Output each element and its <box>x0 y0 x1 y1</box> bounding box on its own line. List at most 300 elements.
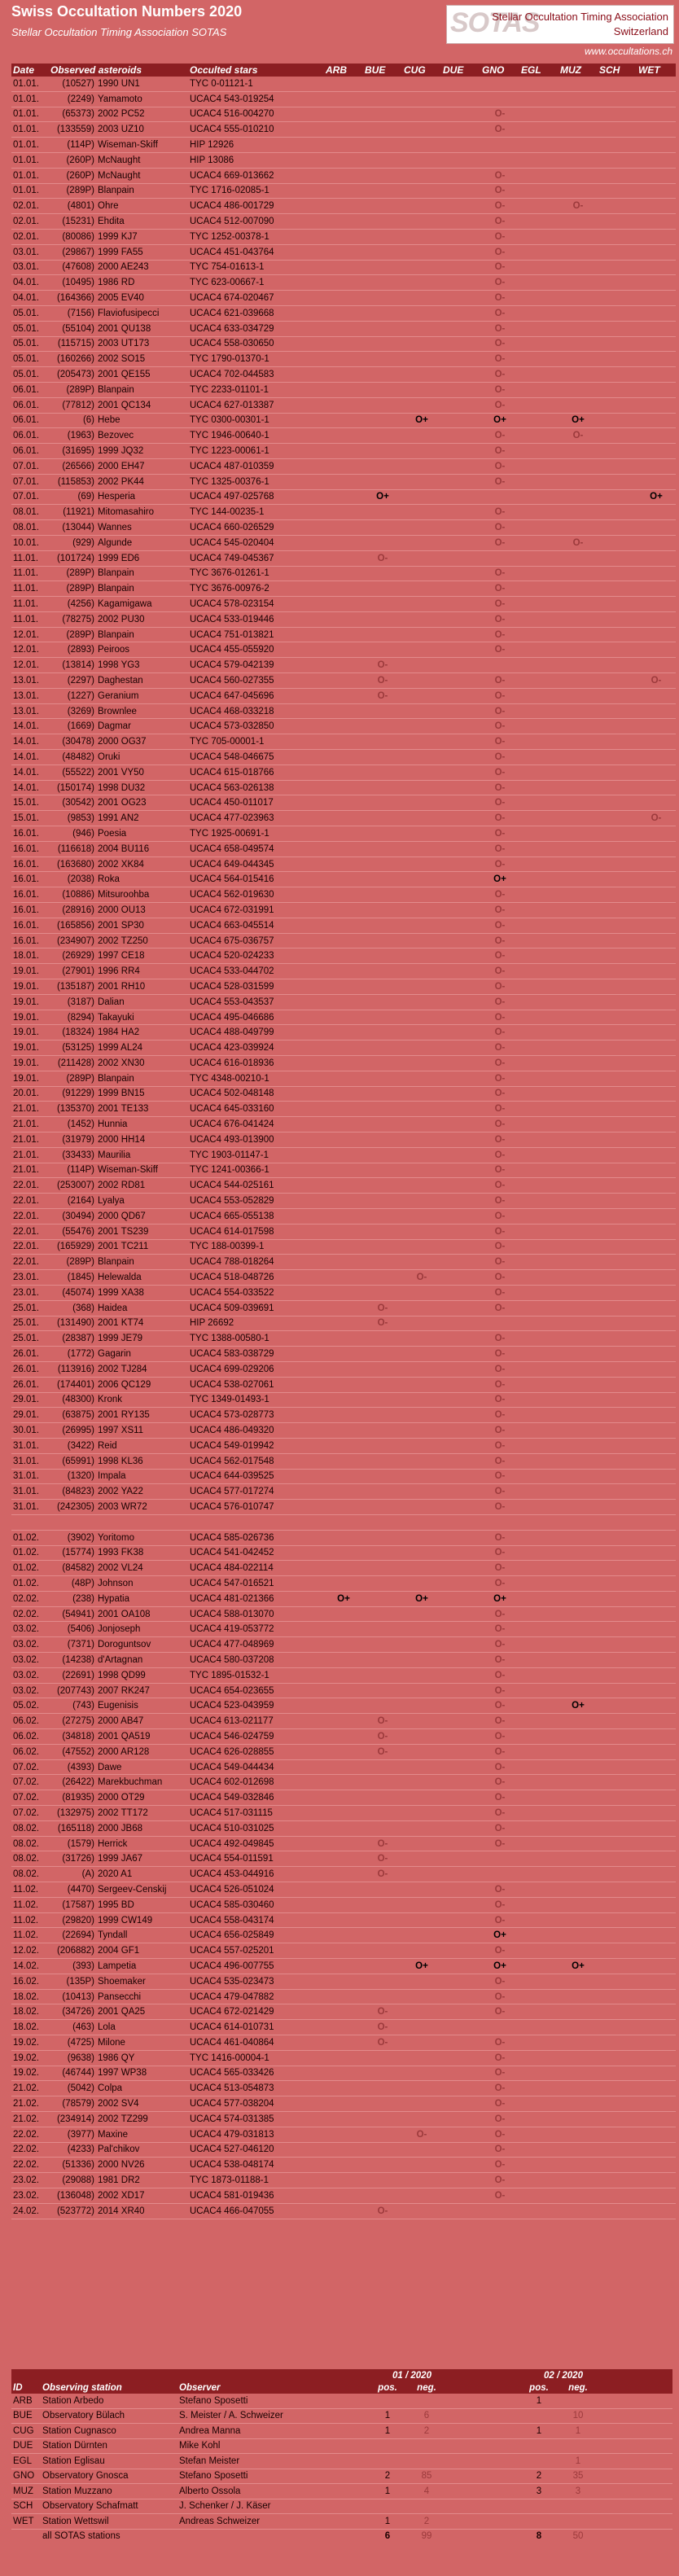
cell-sch <box>598 550 637 566</box>
cell-gno: O+ <box>480 1959 519 1974</box>
cell-arb <box>324 627 363 642</box>
cell-egl <box>519 214 559 230</box>
cell-cug <box>402 841 441 856</box>
website-link[interactable]: www.occultations.ch <box>584 46 672 57</box>
cell-wet <box>637 1698 676 1714</box>
cell-asteroid-number: (81935) <box>49 1790 96 1806</box>
stats-m1-neg: 2 <box>402 2424 451 2439</box>
cell-asteroid-number: (34726) <box>49 2004 96 2020</box>
cell-asteroid-name: 1997 XS11 <box>96 1423 188 1439</box>
cell-due <box>441 244 480 260</box>
cell-due <box>441 1530 480 1545</box>
cell-asteroid-name: 2001 QU138 <box>96 321 188 336</box>
cell-bue <box>363 795 402 811</box>
cell-arb <box>324 550 363 566</box>
stats-id: DUE <box>11 2438 41 2454</box>
cell-due <box>441 1790 480 1806</box>
cell-star: TYC 1903-01147-1 <box>188 1147 324 1163</box>
cell-date: 03.02. <box>11 1653 49 1668</box>
cell-due <box>441 566 480 581</box>
cell-sch <box>598 199 637 214</box>
cell-star: TYC 1946-00640-1 <box>188 428 324 444</box>
cell-arb <box>324 1484 363 1500</box>
cell-cug <box>402 1698 441 1714</box>
cell-asteroid-number: (30542) <box>49 795 96 811</box>
cell-date: 03.02. <box>11 1622 49 1637</box>
table-row <box>11 275 676 291</box>
stats-row <box>11 2394 672 2408</box>
cell-date: 22.01. <box>11 1239 49 1255</box>
cell-star: UCAC4 510-031025 <box>188 1820 324 1836</box>
cell-muz <box>559 382 598 397</box>
cell-bue <box>363 321 402 336</box>
cell-bue <box>363 1530 402 1545</box>
cell-due <box>441 1867 480 1882</box>
table-row <box>11 841 676 856</box>
cell-arb <box>324 2004 363 2020</box>
cell-cug <box>402 918 441 933</box>
cell-egl <box>519 520 559 536</box>
cell-asteroid-number: (48482) <box>49 750 96 765</box>
cell-gno: O- <box>480 1347 519 1362</box>
cell-due <box>441 550 480 566</box>
cell-sch <box>598 152 637 168</box>
cell-sch <box>598 1377 637 1392</box>
cell-bue <box>363 1453 402 1469</box>
cell-date: 22.02. <box>11 2158 49 2173</box>
cell-muz <box>559 1194 598 1209</box>
col-gno: GNO <box>480 64 519 77</box>
cell-asteroid-number: (7371) <box>49 1637 96 1653</box>
cell-gno: O- <box>480 244 519 260</box>
cell-cug <box>402 1622 441 1637</box>
cell-date: 08.01. <box>11 520 49 536</box>
cell-wet <box>637 199 676 214</box>
cell-gno: O- <box>480 948 519 964</box>
cell-muz <box>559 597 598 612</box>
cell-star: UCAC4 644-039525 <box>188 1469 324 1484</box>
table-row <box>11 1943 676 1959</box>
cell-gno: O- <box>480 979 519 995</box>
cell-asteroid-name: Daghestan <box>96 673 188 689</box>
cell-wet <box>637 474 676 489</box>
cell-asteroid-number: (115715) <box>49 336 96 352</box>
cell-wet <box>637 948 676 964</box>
cell-wet <box>637 520 676 536</box>
cell-arb <box>324 1637 363 1653</box>
cell-asteroid-name: Mitsuroohba <box>96 887 188 903</box>
cell-muz <box>559 1132 598 1147</box>
cell-bue <box>363 1912 402 1928</box>
cell-asteroid-number: (1452) <box>49 1117 96 1132</box>
cell-star: HIP 26692 <box>188 1316 324 1331</box>
cell-cug <box>402 1820 441 1836</box>
cell-asteroid-name: 2000 HH14 <box>96 1132 188 1147</box>
cell-wet <box>637 1056 676 1071</box>
cell-asteroid-name: Dawe <box>96 1759 188 1775</box>
cell-wet <box>637 1117 676 1132</box>
cell-due <box>441 1775 480 1790</box>
cell-egl <box>519 367 559 383</box>
cell-arb <box>324 1117 363 1132</box>
stats-observer: Andrea Manna <box>177 2424 373 2439</box>
cell-bue <box>363 367 402 383</box>
cell-asteroid-number: (31695) <box>49 444 96 459</box>
cell-muz <box>559 1300 598 1316</box>
cell-asteroid-name: 1996 RR4 <box>96 964 188 979</box>
cell-bue <box>363 1178 402 1194</box>
cell-wet <box>637 1729 676 1745</box>
cell-egl <box>519 780 559 795</box>
cell-bue <box>363 474 402 489</box>
cell-sch <box>598 1591 637 1606</box>
cell-bue <box>363 1698 402 1714</box>
table-row <box>11 1285 676 1300</box>
cell-asteroid-number: (114P) <box>49 138 96 153</box>
cell-asteroid-number: (132975) <box>49 1806 96 1821</box>
cell-arb <box>324 1040 363 1056</box>
cell-arb <box>324 1316 363 1331</box>
cell-asteroid-name: Hunnia <box>96 1117 188 1132</box>
cell-arb <box>324 1163 363 1178</box>
cell-star: UCAC4 583-038729 <box>188 1347 324 1362</box>
table-row <box>11 2066 676 2081</box>
table-row <box>11 2188 676 2203</box>
stats-m1-pos <box>373 2438 402 2454</box>
cell-wet <box>637 734 676 750</box>
cell-bue <box>363 505 402 520</box>
stats-rows <box>11 2394 672 2543</box>
cell-cug <box>402 1545 441 1561</box>
cell-gno <box>480 2203 519 2219</box>
cell-asteroid-number: (31726) <box>49 1851 96 1867</box>
cell-bue <box>363 1928 402 1943</box>
cell-asteroid-name: 2001 OA108 <box>96 1606 188 1622</box>
table-row <box>11 627 676 642</box>
cell-arb <box>324 764 363 780</box>
cell-wet <box>637 1867 676 1882</box>
cell-asteroid-name: Bezovec <box>96 428 188 444</box>
cell-gno: O- <box>480 1989 519 2004</box>
cell-star: UCAC4 577-038204 <box>188 2096 324 2112</box>
cell-wet <box>637 550 676 566</box>
cell-egl <box>519 122 559 138</box>
stats-row <box>11 2469 672 2484</box>
cell-sch <box>598 2081 637 2096</box>
cell-gno: O- <box>480 382 519 397</box>
cell-date: 14.02. <box>11 1959 49 1974</box>
table-row <box>11 1974 676 1989</box>
cell-asteroid-name: 2001 SP30 <box>96 918 188 933</box>
cell-wet <box>637 77 676 91</box>
cell-sch <box>598 1392 637 1408</box>
cell-wet <box>637 1820 676 1836</box>
cell-bue <box>363 1102 402 1117</box>
cell-star: TYC 1790-01370-1 <box>188 352 324 367</box>
cell-sch <box>598 1943 637 1959</box>
cell-sch <box>598 1500 637 1515</box>
cell-egl <box>519 2020 559 2035</box>
cell-arb <box>324 1759 363 1775</box>
cell-asteroid-name: Colpa <box>96 2081 188 2096</box>
cell-due <box>441 336 480 352</box>
cell-cug: O- <box>402 2127 441 2142</box>
cell-muz <box>559 1943 598 1959</box>
stats-m1-pos <box>373 2499 402 2514</box>
cell-cug <box>402 183 441 199</box>
cell-sch <box>598 520 637 536</box>
cell-date: 07.02. <box>11 1790 49 1806</box>
cell-bue <box>363 168 402 183</box>
cell-star: UCAC4 578-023154 <box>188 597 324 612</box>
cell-asteroid-name: 1984 HA2 <box>96 1025 188 1040</box>
cell-cug <box>402 658 441 673</box>
cell-cug <box>402 1040 441 1056</box>
stats-m2-neg: 1 <box>554 2424 602 2439</box>
table-row <box>11 138 676 153</box>
cell-egl <box>519 2066 559 2081</box>
cell-date: 06.01. <box>11 444 49 459</box>
cell-gno: O- <box>480 780 519 795</box>
cell-wet <box>637 2173 676 2188</box>
cell-muz <box>559 275 598 291</box>
cell-cug <box>402 642 441 658</box>
cell-asteroid-number: (45074) <box>49 1285 96 1300</box>
cell-egl <box>519 1239 559 1255</box>
cell-star: UCAC4 585-026736 <box>188 1530 324 1545</box>
cell-star: UCAC4 627-013387 <box>188 397 324 413</box>
cell-asteroid-name: 2002 PK44 <box>96 474 188 489</box>
cell-cug <box>402 703 441 719</box>
cell-cug <box>402 627 441 642</box>
cell-wet <box>637 305 676 321</box>
cell-egl <box>519 229 559 244</box>
cell-sch <box>598 719 637 734</box>
cell-wet <box>637 1806 676 1821</box>
cell-cug <box>402 1653 441 1668</box>
cell-due <box>441 979 480 995</box>
cell-date: 11.01. <box>11 611 49 627</box>
cell-date: 14.01. <box>11 734 49 750</box>
stats-observer: Mike Kohl <box>177 2438 373 2454</box>
cell-asteroid-number: (30478) <box>49 734 96 750</box>
cell-egl <box>519 1729 559 1745</box>
cell-bue <box>363 841 402 856</box>
cell-asteroid-number: (289P) <box>49 627 96 642</box>
cell-wet <box>637 1714 676 1729</box>
cell-bue: O- <box>363 550 402 566</box>
cell-sch <box>598 428 637 444</box>
cell-arb <box>324 1132 363 1147</box>
cell-gno: O- <box>480 2004 519 2020</box>
cell-muz <box>559 1255 598 1270</box>
table-row <box>11 811 676 826</box>
cell-bue <box>363 703 402 719</box>
table-row <box>11 1851 676 1867</box>
stats-m2-neg <box>554 2438 602 2454</box>
cell-due <box>441 321 480 336</box>
cell-cug <box>402 1974 441 1989</box>
cell-star: UCAC4 513-054873 <box>188 2081 324 2096</box>
cell-asteroid-name: McNaught <box>96 152 188 168</box>
col-wet: WET <box>637 64 676 77</box>
cell-bue <box>363 291 402 306</box>
cell-gno: O- <box>480 1377 519 1392</box>
cell-date: 03.02. <box>11 1683 49 1698</box>
cell-bue <box>363 1147 402 1163</box>
stats-row <box>11 2484 672 2499</box>
stats-id: MUZ <box>11 2484 41 2499</box>
cell-bue <box>363 305 402 321</box>
cell-bue <box>363 1056 402 1071</box>
cell-asteroid-number: (26929) <box>49 948 96 964</box>
cell-star: UCAC4 487-010359 <box>188 458 324 474</box>
cell-asteroid-number: (1772) <box>49 1347 96 1362</box>
cell-star: UCAC4 466-047055 <box>188 2203 324 2219</box>
cell-asteroid-name: Blanpain <box>96 627 188 642</box>
cell-sch <box>598 1056 637 1071</box>
cell-wet <box>637 1912 676 1928</box>
cell-egl <box>519 1698 559 1714</box>
cell-bue <box>363 199 402 214</box>
cell-due <box>441 2111 480 2127</box>
cell-asteroid-name: 1998 QD99 <box>96 1667 188 1683</box>
cell-egl <box>519 1423 559 1439</box>
cell-gno: O- <box>480 1912 519 1928</box>
cell-wet <box>637 597 676 612</box>
cell-due <box>441 826 480 842</box>
cell-due <box>441 1438 480 1453</box>
cell-arb <box>324 1285 363 1300</box>
cell-due <box>441 1010 480 1025</box>
cell-arb <box>324 734 363 750</box>
cell-bue <box>363 1423 402 1439</box>
cell-gno: O- <box>480 1071 519 1086</box>
cell-date: 05.01. <box>11 321 49 336</box>
cell-bue <box>363 138 402 153</box>
cell-sch <box>598 1163 637 1178</box>
cell-arb <box>324 2188 363 2203</box>
cell-date: 19.01. <box>11 964 49 979</box>
cell-muz <box>559 734 598 750</box>
cell-gno: O- <box>480 458 519 474</box>
cell-due <box>441 1820 480 1836</box>
cell-star: UCAC4 749-045367 <box>188 550 324 566</box>
cell-asteroid-name: 2001 QA25 <box>96 2004 188 2020</box>
cell-asteroid-number: (135P) <box>49 1974 96 1989</box>
cell-asteroid-number: (48P) <box>49 1576 96 1592</box>
cell-due <box>441 183 480 199</box>
cell-asteroid-number: (27901) <box>49 964 96 979</box>
cell-date: 05.02. <box>11 1698 49 1714</box>
table-row <box>11 764 676 780</box>
cell-asteroid-number: (946) <box>49 826 96 842</box>
cell-cug <box>402 1147 441 1163</box>
cell-gno: O- <box>480 2066 519 2081</box>
cell-egl <box>519 688 559 703</box>
cell-cug <box>402 1453 441 1469</box>
cell-cug <box>402 1484 441 1500</box>
cell-due <box>441 1285 480 1300</box>
cell-sch <box>598 2050 637 2066</box>
cell-cug <box>402 321 441 336</box>
cell-due <box>441 1561 480 1576</box>
cell-bue <box>363 918 402 933</box>
cell-date: 12.01. <box>11 627 49 642</box>
cell-asteroid-number: (207743) <box>49 1683 96 1698</box>
cell-bue <box>363 872 402 887</box>
cell-egl <box>519 1194 559 1209</box>
cell-sch <box>598 367 637 383</box>
cell-date: 21.01. <box>11 1102 49 1117</box>
cell-sch <box>598 887 637 903</box>
cell-cug <box>402 1163 441 1178</box>
cell-arb <box>324 1714 363 1729</box>
cell-sch <box>598 2203 637 2219</box>
cell-egl <box>519 1545 559 1561</box>
col-egl: EGL <box>519 64 559 77</box>
cell-bue <box>363 1667 402 1683</box>
cell-date: 16.01. <box>11 826 49 842</box>
cell-bue <box>363 1208 402 1224</box>
cell-bue <box>363 413 402 428</box>
cell-star: UCAC4 616-018936 <box>188 1056 324 1071</box>
cell-star: UCAC4 544-025161 <box>188 1178 324 1194</box>
cell-cug <box>402 535 441 550</box>
cell-asteroid-number: (135370) <box>49 1102 96 1117</box>
cell-cug <box>402 199 441 214</box>
cell-cug <box>402 1239 441 1255</box>
cell-cug <box>402 764 441 780</box>
cell-wet <box>637 1591 676 1606</box>
cell-gno <box>480 658 519 673</box>
table-row <box>11 107 676 122</box>
cell-due <box>441 673 480 689</box>
table-row <box>11 260 676 275</box>
stats-header-row-2 <box>11 2381 672 2394</box>
stats-col-station: Observing station <box>41 2381 177 2394</box>
cell-star: UCAC4 621-039668 <box>188 305 324 321</box>
cell-egl <box>519 734 559 750</box>
cell-due <box>441 1147 480 1163</box>
cell-due <box>441 1729 480 1745</box>
cell-cug <box>402 244 441 260</box>
cell-gno: O- <box>480 1285 519 1300</box>
cell-wet <box>637 1453 676 1469</box>
cell-date: 22.01. <box>11 1255 49 1270</box>
cell-star: UCAC4 558-030650 <box>188 336 324 352</box>
cell-star: UCAC4 512-007090 <box>188 214 324 230</box>
cell-gno: O- <box>480 841 519 856</box>
cell-arb <box>324 2096 363 2112</box>
cell-wet <box>637 581 676 597</box>
cell-muz <box>559 581 598 597</box>
cell-muz <box>559 1744 598 1759</box>
cell-bue: O- <box>363 1851 402 1867</box>
cell-muz <box>559 1086 598 1102</box>
table-row <box>11 1989 676 2004</box>
cell-star: UCAC4 565-033426 <box>188 2066 324 2081</box>
cell-gno: O- <box>480 1469 519 1484</box>
cell-star: UCAC4 549-032846 <box>188 1790 324 1806</box>
cell-egl <box>519 856 559 872</box>
cell-star: UCAC4 573-028773 <box>188 1408 324 1423</box>
cell-due <box>441 872 480 887</box>
cell-arb <box>324 1928 363 1943</box>
cell-date: 19.01. <box>11 979 49 995</box>
table-row <box>11 1361 676 1377</box>
cell-cug <box>402 933 441 948</box>
